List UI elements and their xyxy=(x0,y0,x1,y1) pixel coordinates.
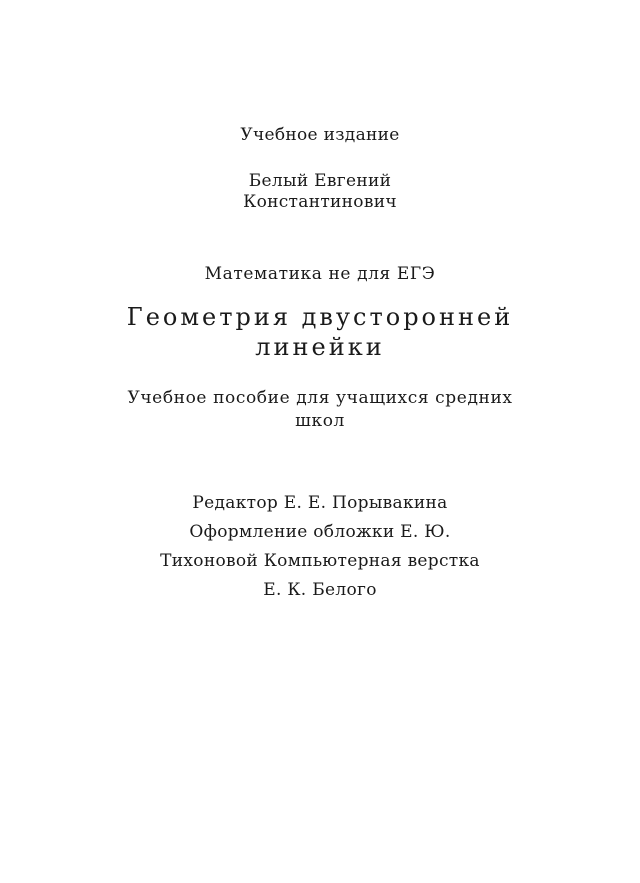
credits-layout: Тихоновой Компьютерная верстка xyxy=(160,551,480,571)
author-name-line-2: Константинович xyxy=(243,192,397,212)
book-title-line-2: линейки xyxy=(255,333,385,361)
credits-editor: Редактор Е. Е. Порывакина xyxy=(192,493,448,513)
credits-layout-name: Е. К. Белого xyxy=(263,580,377,600)
series-title: Математика не для ЕГЭ xyxy=(204,264,436,284)
book-subtitle-line-2: школ xyxy=(295,411,345,431)
book-subtitle-line-1: Учебное пособие для учащихся средних xyxy=(127,388,513,408)
book-title-line-1: Геометрия двусторонней xyxy=(126,303,514,331)
edition-type: Учебное издание xyxy=(240,125,400,145)
author-name-line-1: Белый Евгений xyxy=(248,171,392,191)
credits-cover-design: Оформление обложки Е. Ю. xyxy=(189,522,451,542)
